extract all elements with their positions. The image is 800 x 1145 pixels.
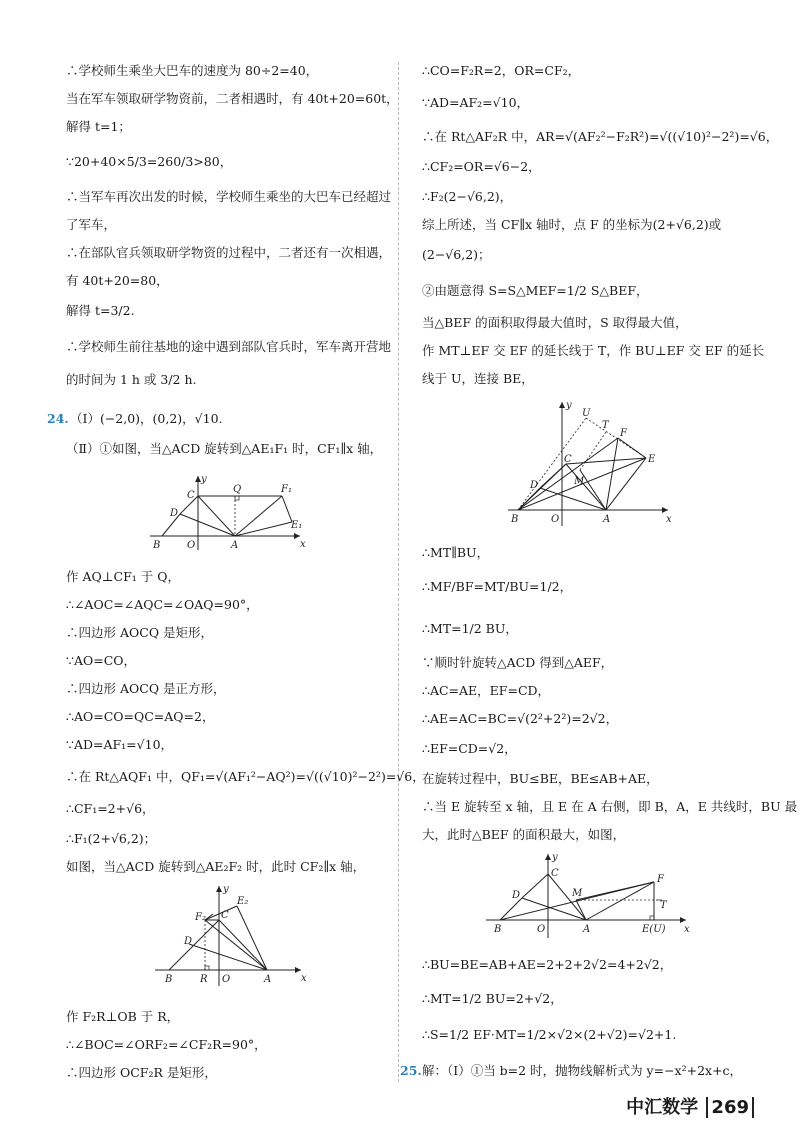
text-line: 如图，当△ACD 旋转到△AE₂F₂ 时，此时 CF₂∥x 轴， — [66, 859, 366, 874]
fig1-label: F₁ — [281, 484, 292, 495]
text-line: 解：（Ⅰ）①当 b=2 时，抛物线解析式为 y=−x²+2x+c， — [422, 1063, 743, 1078]
text-line: ∴AC=AE，EF=CD， — [422, 683, 551, 698]
text-line: ∴BU=BE=AB+AE=2+2+2√2=4+2√2， — [422, 957, 673, 972]
page-number: 269 — [706, 1097, 754, 1118]
fig1-label: B — [153, 540, 161, 551]
text-line: ∴四边形 AOCQ 是正方形， — [66, 681, 226, 696]
text-line: ∴F₂(2−√6,2)， — [422, 189, 513, 204]
text-line: ∴MT=1/2 BU=2+√2， — [422, 991, 563, 1006]
text-line: ∴在部队官兵领取研学物资的过程中，二者还有一次相遇， — [66, 245, 392, 260]
text-line: ∵20+40×5/3=260/3>80， — [66, 154, 233, 169]
text-line: ∴S=1/2 EF·MT=1/2×√2×(2+√2)=√2+1. — [422, 1027, 677, 1042]
text-line: 当△BEF 的面积取得最大值时，S 取得最大值， — [422, 315, 688, 330]
text-line: 作 F₂R⊥OB 于 R， — [66, 1009, 180, 1024]
fig4-label: T — [660, 900, 667, 911]
figure-max-area-2 — [486, 852, 696, 944]
question-number-24: 24. — [47, 411, 69, 426]
text-line: ∴∠AOC=∠AQC=∠OAQ=90°， — [66, 597, 259, 612]
text-line: ∵顺时针旋转△ACD 得到△AEF， — [422, 655, 614, 670]
fig3-label: O — [551, 514, 560, 525]
brand-name: 中汇数学 — [626, 1097, 699, 1118]
fig2-label: A — [264, 974, 272, 985]
fig2-label: R — [200, 974, 208, 985]
figure-max-area-1 — [506, 398, 676, 530]
text-line: ∵AD=AF₂=√10， — [422, 95, 530, 110]
text-line: ∴CF₁=2+√6， — [66, 801, 155, 816]
fig1-label: Q — [233, 484, 242, 495]
text-line: ∴∠BOC=∠ORF₂=∠CF₂R=90°， — [66, 1037, 267, 1052]
fig4-label: M — [572, 888, 583, 899]
column-divider — [398, 62, 399, 1082]
text-line: ∴MT=1/2 BU， — [422, 621, 518, 636]
figure-3-svg — [506, 398, 676, 530]
text-line: ∴EF=CD=√2， — [422, 741, 517, 756]
text-line: ②由题意得 S=S△MEF=1/2 S△BEF， — [422, 283, 649, 298]
fig4-label: B — [494, 924, 502, 935]
fig3-label: E — [648, 454, 656, 465]
question-number-25: 25. — [400, 1063, 422, 1078]
text-line: ∴在 Rt△AQF₁ 中，QF₁=√(AF₁²−AQ²)=√((√10)²−2²)=√6， — [66, 769, 425, 784]
fig3-label: U — [582, 408, 591, 419]
text-line: (2−√6,2)； — [422, 247, 491, 262]
fig3-label: T — [602, 420, 609, 431]
fig2-label: B — [165, 974, 173, 985]
text-line: 线于 U，连接 BE， — [422, 371, 534, 386]
fig3-label: x — [666, 514, 672, 525]
fig2-label: D — [184, 936, 193, 947]
text-line: 作 MT⊥EF 交 EF 的延长线于 T，作 BU⊥EF 交 EF 的延长 — [422, 343, 765, 358]
fig3-label: D — [530, 480, 539, 491]
fig1-label: C — [187, 490, 195, 501]
fig3-label: C — [564, 454, 572, 465]
figure-rotation-2 — [155, 884, 315, 994]
fig4-label: E(U) — [642, 924, 666, 935]
text-line: 综上所述，当 CF∥x 轴时，点 F 的坐标为(2+√6,2)或 — [422, 217, 722, 232]
text-line: ∴AO=CO=QC=AQ=2， — [66, 709, 215, 724]
text-line: 的时间为 1 h 或 3/2 h. — [66, 372, 197, 387]
text-line: ∴MT∥BU， — [422, 545, 490, 560]
text-line: ∴MF/BF=MT/BU=1/2， — [422, 579, 573, 594]
text-line: ∴CF₂=OR=√6−2， — [422, 159, 541, 174]
fig2-label: F₂ — [195, 912, 206, 923]
text-line: 当在军车领取研学物资前，二者相遇时，有 40t+20=60t， — [66, 91, 399, 106]
text-line: 有 40t+20=80， — [66, 273, 169, 288]
fig4-label: A — [583, 924, 591, 935]
text-line: ∵AO=CO， — [66, 653, 137, 668]
fig1-label: y — [201, 474, 207, 485]
figure-1-svg — [150, 472, 310, 552]
fig4-label: O — [537, 924, 546, 935]
fig2-label: y — [223, 884, 229, 895]
figure-4-svg — [486, 852, 696, 944]
text-line: ∴学校师生前往基地的途中遇到部队官兵时，军车离开营地 — [66, 339, 392, 354]
text-line: 解得 t=3/2. — [66, 303, 135, 318]
fig4-label: C — [551, 868, 559, 879]
text-line: 了军车， — [66, 217, 117, 232]
text-line: ∴CO=F₂R=2，OR=CF₂， — [422, 63, 581, 78]
fig2-label: E₂ — [237, 896, 249, 907]
figure-rotation-1 — [150, 472, 310, 552]
fig4-label: D — [512, 890, 521, 901]
fig1-label: O — [187, 540, 196, 551]
text-line: ∴学校师生乘坐大巴车的速度为 80÷2=40， — [66, 63, 319, 78]
fig4-label: x — [684, 924, 690, 935]
text-line: 在旋转过程中，BU≤BE，BE≤AB+AE， — [422, 771, 659, 786]
fig3-label: A — [603, 514, 611, 525]
fig3-label: y — [566, 400, 572, 411]
text-line: ∴在 Rt△AF₂R 中，AR=√(AF₂²−F₂R²)=√((√10)²−2²)=√6， — [422, 129, 779, 144]
page-footer — [626, 1093, 754, 1119]
text-line: 解得 t=1； — [66, 119, 131, 134]
fig3-label: F — [620, 428, 627, 439]
fig4-label: F — [657, 874, 664, 885]
text-line: ∴当军车再次出发的时候，学校师生乘坐的大巴车已经超过 — [66, 189, 392, 204]
fig1-label: D — [170, 508, 179, 519]
text-line: ∴四边形 OCF₂R 是矩形， — [66, 1065, 217, 1080]
fig1-label: E₁ — [291, 520, 303, 531]
text-line: ∴当 E 旋转至 x 轴，且 E 在 A 右侧，即 B，A，E 共线时，BU 最 — [422, 799, 798, 814]
text-line: ∴四边形 AOCQ 是矩形， — [66, 625, 214, 640]
text-line: （Ⅱ）①如图，当△ACD 旋转到△AE₁F₁ 时，CF₁∥x 轴， — [66, 441, 383, 456]
text-line: 大，此时△BEF 的面积最大，如图， — [422, 827, 626, 842]
fig3-label: M — [574, 476, 585, 487]
fig2-label: x — [301, 973, 307, 984]
fig2-label: O — [222, 974, 231, 985]
text-line: ∴AE=AC=BC=√(2²+2²)=2√2， — [422, 711, 619, 726]
text-line: （Ⅰ）(−2,0)，(0,2)，√10. — [70, 411, 223, 426]
fig1-label: x — [300, 539, 306, 550]
fig1-label: A — [231, 540, 239, 551]
figure-2-svg — [155, 884, 315, 994]
fig3-label: B — [511, 514, 519, 525]
fig2-label: C — [221, 910, 229, 921]
text-line: ∴F₁(2+√6,2)； — [66, 831, 157, 846]
text-line: ∵AD=AF₁=√10， — [66, 737, 174, 752]
text-line: 作 AQ⊥CF₁ 于 Q， — [66, 569, 180, 584]
fig4-label: y — [552, 852, 558, 863]
